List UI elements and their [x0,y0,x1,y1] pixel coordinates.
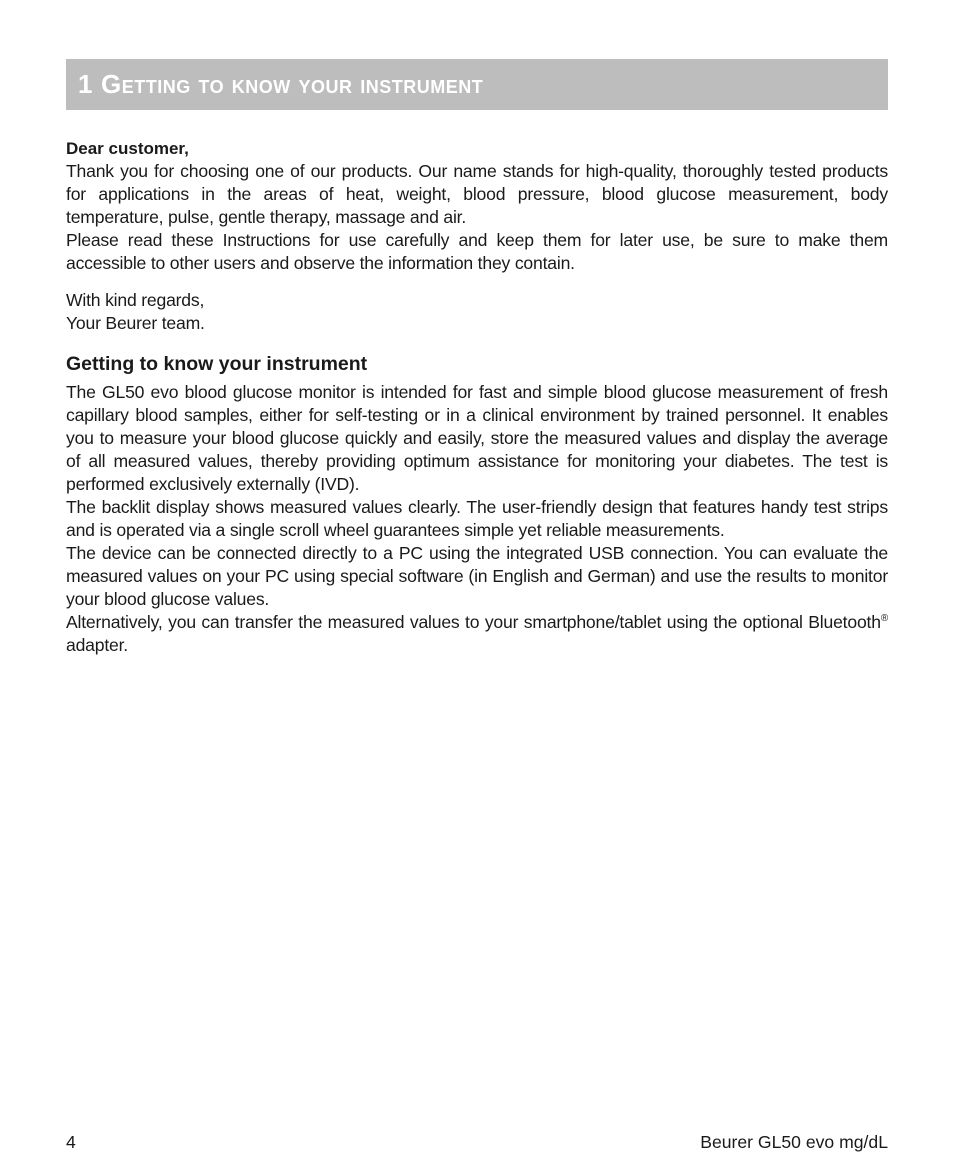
section-paragraph-3: The device can be connected directly to a PC using the integrated USB connection. You can evaluate the measured values on your PC using special software (in English and German) and use the results to monitor your blood glucose values. [66,543,888,609]
chapter-number: 1 [78,69,93,99]
closing-line-1: With kind regards, [66,290,205,310]
section-heading: Getting to know your instrument [66,353,368,375]
adapter-text: adapter. [66,635,128,655]
page-content [66,59,888,657]
section-paragraph-4 [66,611,888,657]
section-paragraph-2: The backlit display shows measured values clearly. The user-friendly design that features handy test strips and is operated via a single scroll wheel guarantees simple yet reliable measurements. [66,497,888,540]
intro-paragraph-1: Thank you for choosing one of our products. Our name stands for high-quality, thoroughly tested products for applications in the areas of heat, weight, blood pressure, blood glucose measurement, body temperature, pulse, gentle therapy, massage and air. [66,161,888,227]
bluetooth-text: Alternatively, you can transfer the measured values to your smartphone/tablet using the optional Bluetooth [66,612,881,632]
intro-paragraph-2: Please read these Instructions for use carefully and keep them for later use, be sure to make them accessible to other users and observe the information they contain. [66,230,888,273]
chapter-title-text: Getting to know your instrument [100,69,484,99]
closing-line-2: Your Beurer team. [66,313,205,333]
page-number: 4 [66,1132,76,1152]
section-paragraph-1: The GL50 evo blood glucose monitor is intended for fast and simple blood glucose measurement of fresh capillary blood samples, either for self-testing or in a clinical environment by trained personnel. It enables you to measure your blood glucose quickly and easily, store the measured values and display the average of all measured values, thereby providing optimum assistance for monitoring your diabetes. The test is performed exclusively externally (IVD). [66,382,888,494]
footer-product-name: Beurer GL50 evo mg/dL [700,1132,888,1152]
closing-block [66,289,888,335]
chapter-title [78,69,483,100]
salutation: Dear customer, [66,139,189,158]
registered-mark: ® [880,613,888,625]
chapter-header-bar [66,59,888,110]
page-footer [66,1131,888,1154]
